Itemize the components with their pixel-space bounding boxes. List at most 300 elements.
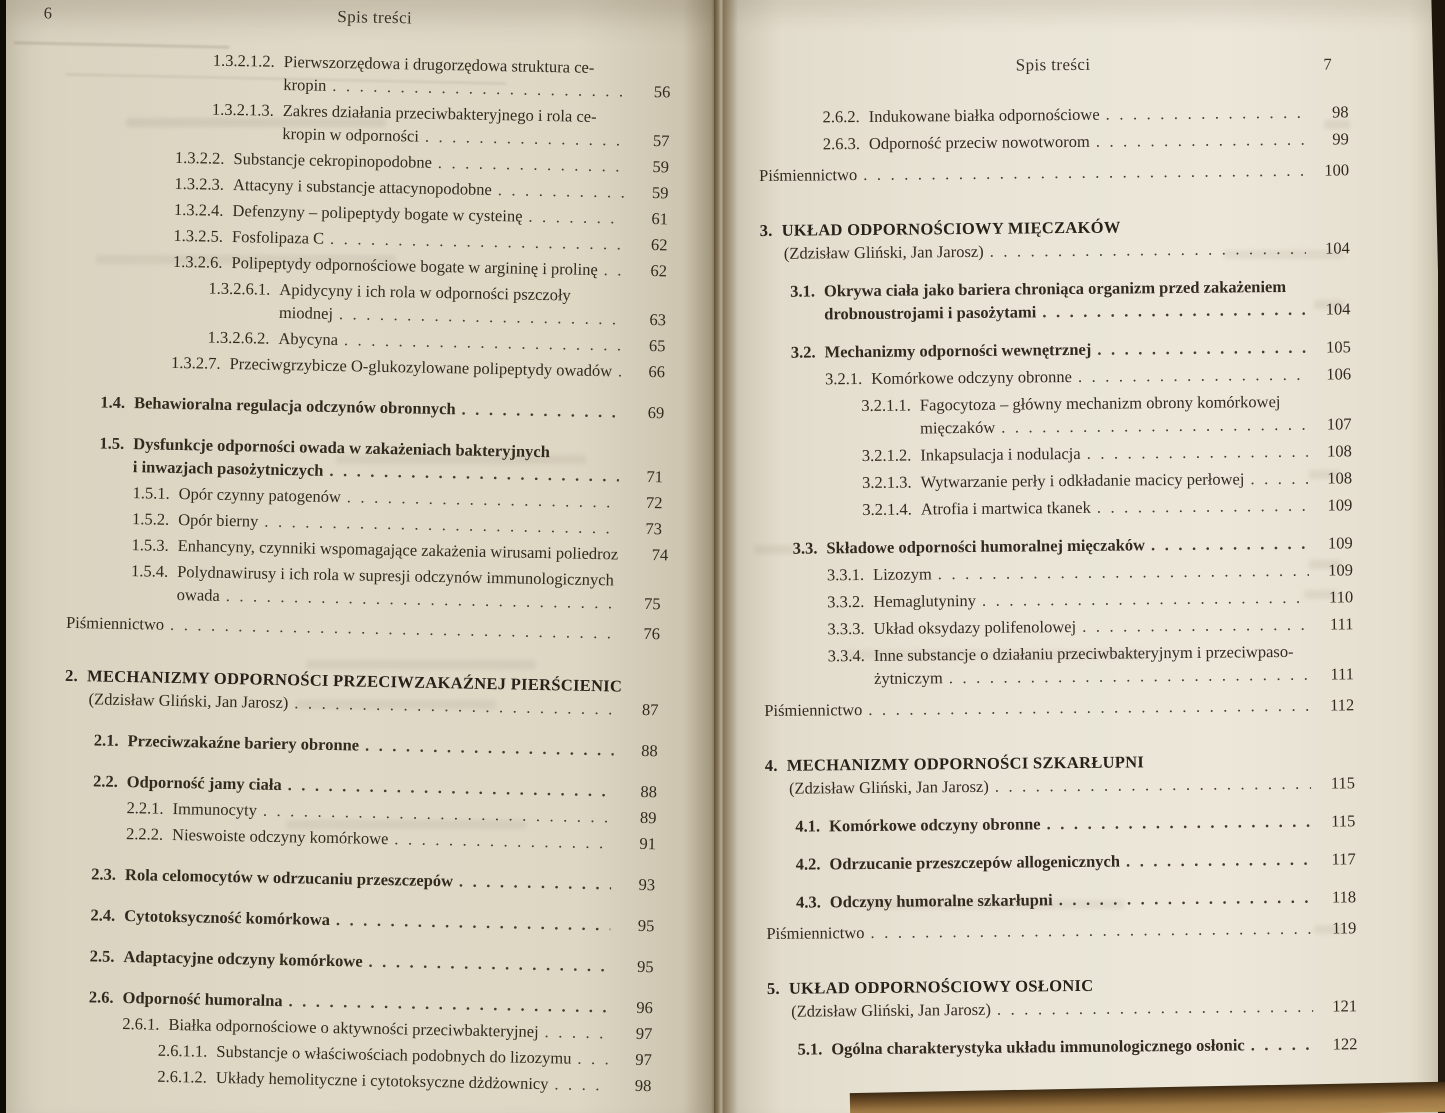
entry-body <box>123 945 654 978</box>
entry-body <box>764 693 1354 722</box>
dot-leader <box>339 302 622 330</box>
dot-leader <box>1042 298 1306 324</box>
toc-entry <box>796 847 1356 875</box>
entry-body <box>278 327 665 357</box>
entry-title: miodnej <box>278 302 334 323</box>
entry-title: Substancje cekropinopodobne <box>233 149 433 172</box>
entry-number: 2.3. <box>91 864 117 884</box>
entry-text-line: Apidycyny i ich rola w odporności pszczoły <box>279 279 571 305</box>
entry-body <box>766 916 1356 945</box>
dot-leader <box>330 227 624 256</box>
entry-body <box>282 99 670 152</box>
entry-body <box>824 274 1351 325</box>
dot-leader <box>528 205 624 230</box>
entry-body <box>873 585 1353 613</box>
dot-leader <box>329 459 619 488</box>
right-page-header-title: Spis treści <box>1015 54 1091 75</box>
entry-page-number: 100 <box>1324 160 1350 180</box>
entry-body <box>829 847 1355 875</box>
entry-title: Piśmiennictwo <box>766 923 865 943</box>
entry-page-number: 117 <box>1331 849 1356 869</box>
entry-number: 3.2.1.4. <box>862 499 912 520</box>
left-page-header <box>43 2 672 37</box>
entry-number: 1.3.2.1.3. <box>211 99 275 120</box>
entry-body <box>920 389 1352 439</box>
entry-title: Indukowane białka odpornościowe <box>868 104 1100 126</box>
entry-title: Piśmiennictwo <box>759 165 858 185</box>
entry-body <box>229 352 665 383</box>
entry-page-number: 112 <box>1330 695 1355 715</box>
entry-page-number: 98 <box>634 1075 652 1096</box>
toc-entry <box>796 885 1356 913</box>
entry-page-number: 107 <box>1326 414 1352 434</box>
dot-leader <box>1126 848 1312 873</box>
entry-number: 1.4. <box>100 392 126 412</box>
chapter-authors-line <box>791 994 1357 1022</box>
toc-chapter <box>64 664 659 721</box>
toc-chapter <box>767 971 1357 1023</box>
entry-body <box>279 278 667 331</box>
entry-number: 3.3. <box>792 538 818 558</box>
chapter-authors-title: (Zdzisław Gliński, Jan Jarosz) <box>791 999 992 1021</box>
entry-body <box>921 493 1353 520</box>
entry-title: Immunocyty <box>172 798 258 820</box>
entry-body <box>127 729 658 762</box>
entry-body <box>826 531 1352 559</box>
entry-title: Opór bierny <box>178 510 259 531</box>
entry-line <box>869 127 1349 155</box>
chapter-title-text: MECHANIZMY ODPORNOŚCI PRZECIWZAKAŹNEJ PIERŚCIENIC <box>86 666 623 696</box>
entry-number: 2.6.2. <box>822 107 860 127</box>
toc-entry <box>862 466 1352 494</box>
entry-body <box>874 639 1354 690</box>
entry-title: owada <box>176 585 221 605</box>
chapter-authors-title: (Zdzisław Gliński, Jan Jarosz) <box>783 241 984 263</box>
entry-page-number: 66 <box>648 362 666 382</box>
dot-leader <box>870 917 1312 944</box>
entry-page-number: 72 <box>645 492 663 513</box>
dot-leader <box>461 397 620 423</box>
toc-entry <box>89 944 653 978</box>
chapter-authors-line <box>789 771 1355 799</box>
entry-number: 3.2.1.1. <box>861 395 911 416</box>
entry-number: 1.3.2.6.2. <box>207 327 270 348</box>
entry-title: Polipeptydy odpornościowe bogate w argininę i prolinę <box>231 252 598 280</box>
dot-leader <box>498 178 625 203</box>
entry-page-number: 105 <box>1325 337 1351 357</box>
entry-number: 2.6.1. <box>122 1014 160 1034</box>
entry-title: Attacyny i substancje attacynopodobne <box>232 175 493 199</box>
toc-entry <box>827 612 1353 640</box>
entry-page-number: 71 <box>646 467 664 487</box>
entry-body <box>829 809 1355 837</box>
entry-page-number: 122 <box>1332 1034 1358 1054</box>
entry-title: kropin w odporności <box>282 123 420 146</box>
dot-leader <box>368 950 609 978</box>
entry-page-number: 111 <box>1329 614 1354 634</box>
entry-line <box>920 412 1352 439</box>
entry-title: Składowe odporności humoralnej mięczaków <box>826 535 1146 558</box>
entry-body <box>66 611 660 645</box>
entry-line <box>759 158 1349 187</box>
toc-entry <box>822 100 1348 128</box>
entry-page-number: 115 <box>1330 773 1356 793</box>
entry-number: 5.1. <box>797 1039 823 1059</box>
entry-title: Cytotoksyczność komórkowa <box>124 906 331 930</box>
entry-page-number: 121 <box>1332 996 1358 1016</box>
dot-leader <box>394 827 612 854</box>
toc-entry <box>827 585 1353 613</box>
entry-number: 1.3.2.6. <box>172 251 223 272</box>
dot-leader <box>294 691 615 720</box>
toc-bibliography-entry <box>66 611 660 645</box>
dot-leader <box>554 1072 607 1096</box>
entry-text-line: Dysfunkcje odporności owada w zakażeniach bakteryjnych <box>133 434 551 462</box>
entry-body <box>831 1032 1357 1060</box>
entry-page-number: 99 <box>1332 129 1349 149</box>
entry-line <box>830 885 1356 913</box>
entry-number: 4.2. <box>795 854 821 874</box>
entry-page-number: 88 <box>640 781 658 802</box>
entry-title: Wytwarzanie perły i odkładanie macicy perłowej <box>920 469 1245 492</box>
dot-leader <box>347 485 619 513</box>
toc-entry <box>212 49 671 104</box>
entry-line <box>66 611 660 645</box>
entry-page-number: 76 <box>643 623 661 644</box>
dot-leader <box>438 151 625 178</box>
entry-title: Odrzucanie przeszczepów allogenicznych <box>829 851 1121 874</box>
chapter-number: 4. <box>764 755 778 775</box>
entry-body <box>873 612 1353 640</box>
entry-line <box>873 612 1353 640</box>
entry-title: Substancje o właściwościach podobnych do lizozymu <box>216 1041 572 1068</box>
dot-leader <box>287 773 613 802</box>
toc-entry <box>862 493 1352 521</box>
entry-title: kropin <box>283 74 327 95</box>
left-toc-entries <box>57 46 671 1097</box>
entry-body <box>283 50 671 103</box>
entry-number: 1.3.2.5. <box>173 225 224 246</box>
dot-leader <box>344 328 622 356</box>
toc-chapter <box>760 213 1350 265</box>
entry-page-number: 73 <box>645 518 663 539</box>
entry-page-number: 88 <box>641 740 658 761</box>
entry-body <box>124 904 655 937</box>
entry-page-number: 104 <box>1325 238 1350 258</box>
entry-number: 3.3.2. <box>827 592 865 612</box>
entry-number: 2.6.1.1. <box>157 1040 208 1061</box>
entry-page-number: 59 <box>651 183 669 203</box>
entry-title: drobnoustrojami i pasożytami <box>824 302 1037 324</box>
entry-line <box>920 466 1352 493</box>
dot-leader <box>365 734 614 762</box>
entry-number: 2.6.1.2. <box>157 1066 208 1087</box>
dot-leader <box>170 613 616 645</box>
entry-body <box>134 391 665 424</box>
entry-title: Komórkowe odczyny obronne <box>871 367 1072 388</box>
entry-title: Przeciwgrzybicze O-glukozylowane polipeptydy owadów <box>229 353 613 381</box>
entry-page-number: 115 <box>1331 811 1356 831</box>
dot-leader <box>604 258 624 281</box>
entry-page-number: 119 <box>1332 918 1357 938</box>
entry-line <box>124 904 655 937</box>
entry-line <box>829 847 1355 875</box>
entry-page-number: 108 <box>1327 468 1353 488</box>
entry-title: Komórkowe odczyny obronne <box>829 814 1041 836</box>
entry-page-number: 59 <box>652 157 670 177</box>
entry-number: 3.3.4. <box>827 646 865 666</box>
dot-leader <box>995 772 1311 798</box>
dot-leader <box>1151 532 1309 557</box>
right-page <box>724 0 1438 1113</box>
entry-page-number: 69 <box>647 403 665 423</box>
entry-number: 3.2.1. <box>824 369 863 389</box>
entry-page-number: 109 <box>1327 495 1353 515</box>
dot-leader <box>336 908 611 936</box>
left-page-number: 6 <box>43 3 53 23</box>
entry-number: 1.3.2.3. <box>174 173 225 194</box>
entry-line <box>824 335 1350 363</box>
toc-entry <box>793 531 1353 559</box>
dot-leader <box>1097 336 1307 361</box>
dot-leader <box>577 1047 608 1071</box>
toc-entry <box>90 903 654 937</box>
entry-title: Atrofia i martwica tkanek <box>920 497 1091 519</box>
entry-page-number: 109 <box>1328 560 1354 580</box>
toc-entry <box>795 809 1355 837</box>
entry-title: Odporność humoralna <box>122 988 283 1011</box>
entry-title: Fosfolipaza C <box>231 227 325 248</box>
entry-title: Abycyna <box>278 328 339 350</box>
entry-body <box>133 432 664 488</box>
entry-page-number: 108 <box>1326 441 1352 461</box>
toc-entry <box>797 1032 1357 1060</box>
left-page-header-title: Spis treści <box>337 6 413 28</box>
entry-line <box>871 362 1351 390</box>
entry-title: Adaptacyjne odczyny komórkowe <box>123 947 363 971</box>
toc-entry <box>827 558 1353 586</box>
chapter-number: 3. <box>759 220 773 240</box>
entry-line <box>216 1066 652 1097</box>
entry-number: 1.3.2.2. <box>174 147 225 168</box>
dot-leader <box>938 559 1309 586</box>
dot-leader <box>264 510 618 540</box>
entry-number: 1.5.3. <box>131 535 169 555</box>
entry-text-line: Pierwszorzędowa i drugorzędowa struktura ce- <box>283 51 595 77</box>
entry-page-number: 61 <box>651 209 669 229</box>
entry-number: 4.1. <box>795 816 821 836</box>
entry-page-number: 106 <box>1326 364 1352 384</box>
entry-body <box>824 335 1350 363</box>
entry-title: Mechanizmy odporności wewnętrznej <box>824 339 1092 362</box>
entry-page-number: 62 <box>650 261 668 281</box>
entry-page-number: 89 <box>639 807 657 828</box>
dot-leader <box>982 586 1309 612</box>
chapter-number: 2. <box>64 665 79 686</box>
entry-title: Lizozym <box>872 564 932 584</box>
entry-line <box>125 863 656 896</box>
toc-entry <box>828 639 1354 690</box>
chapter-authors-line <box>784 236 1350 264</box>
toc-bibliography-entry <box>764 693 1354 722</box>
dot-leader <box>997 995 1313 1021</box>
dot-leader <box>1082 613 1310 638</box>
entry-page-number: 93 <box>638 874 656 895</box>
entry-page-number: 91 <box>639 833 657 854</box>
entry-text-line: Inne substancje o działaniu przeciwbakteryjnym i przeciwpaso- <box>873 641 1294 665</box>
entry-body <box>125 863 656 896</box>
entry-title: żytniczym <box>873 668 943 688</box>
entry-line <box>874 662 1354 690</box>
entry-title: Układ oksydazy polifenolowej <box>873 616 1077 638</box>
entry-line <box>831 1032 1357 1060</box>
dot-leader <box>863 159 1305 186</box>
toc-entry <box>99 431 664 488</box>
dot-leader <box>868 694 1310 721</box>
entry-page-number: 97 <box>635 1023 653 1044</box>
entry-title: i inwazjach pasożytniczych <box>132 457 324 480</box>
entry-number: 3.3.3. <box>827 619 865 639</box>
right-toc-entries <box>758 100 1357 1061</box>
dot-leader <box>1250 467 1308 491</box>
entry-number: 1.5.1. <box>132 483 170 503</box>
entry-page-number: 98 <box>1331 102 1349 122</box>
entry-body <box>920 466 1352 493</box>
dot-leader <box>544 1020 608 1044</box>
entry-body <box>869 127 1349 155</box>
toc-bibliography-entry <box>759 158 1349 187</box>
entry-line <box>869 100 1349 128</box>
entry-title: Białka odpornościowe o aktywności przeciwbakteryjnej <box>168 1014 539 1042</box>
entry-title: Ogólna charakterystyka układu immunologicznego osłonic <box>831 1035 1245 1059</box>
entry-page-number: 118 <box>1331 887 1357 907</box>
dot-leader <box>949 663 1310 689</box>
entry-text-line: Polydnawirusy i ich rola w supresji odczynów immunologicznych <box>177 562 615 590</box>
entry-number: 2.6. <box>88 987 114 1007</box>
entry-title: Odczyny humoralne szkarłupni <box>829 890 1053 912</box>
entry-body <box>216 1066 652 1097</box>
dot-leader <box>425 125 626 152</box>
entry-number: 2.5. <box>89 946 115 966</box>
entry-body <box>873 558 1353 586</box>
entry-number: 3.2. <box>790 342 816 362</box>
toc-bibliography-entry <box>766 916 1356 945</box>
dot-leader <box>1106 101 1305 126</box>
entry-line <box>920 439 1352 466</box>
entry-number: 2.4. <box>90 905 116 925</box>
entry-title: Nieswoiste odczyny komórkowe <box>171 824 389 849</box>
entry-page-number: 104 <box>1325 299 1351 319</box>
entry-page-number: 56 <box>653 82 671 102</box>
chapter-title-text: UKŁAD ODPORNOŚCIOWY MIĘCZAKÓW <box>781 217 1121 240</box>
dot-leader <box>1059 886 1313 911</box>
toc-entry <box>211 98 670 153</box>
right-page-header <box>758 52 1348 82</box>
entry-page-number: 62 <box>650 235 668 255</box>
entry-line <box>123 945 654 978</box>
toc-entry <box>791 335 1351 363</box>
entry-title: Układy hemolityczne i cytotoksyczne dżdżownicy <box>215 1067 549 1094</box>
entry-line <box>921 493 1353 520</box>
chapter-authors-title: (Zdzisław Gliński, Jan Jarosz) <box>88 689 289 713</box>
entry-line <box>829 809 1355 837</box>
toc-entry <box>130 559 661 615</box>
entry-line <box>766 916 1356 945</box>
dot-leader <box>1097 494 1309 519</box>
entry-title: mięczaków <box>919 417 996 438</box>
entry-title: Przeciwzakaźne bariery obronne <box>127 731 360 755</box>
entry-title: Rola celomocytów w odrzucaniu przeszczepów <box>124 865 454 891</box>
toc-entry <box>825 362 1351 390</box>
entry-number: 1.3.2.4. <box>173 199 224 220</box>
entry-number: 2.2.1. <box>126 798 164 818</box>
left-page <box>6 0 718 1113</box>
entry-line <box>826 531 1352 559</box>
entry-title: Opór czynny patogenów <box>178 484 342 507</box>
entry-number: 2.1. <box>93 730 119 750</box>
toc-entry <box>823 127 1349 155</box>
entry-number: 1.3.2.1.2. <box>212 50 275 71</box>
entry-line <box>134 391 665 424</box>
chapter-title-text: UKŁAD ODPORNOŚCIOWY OSŁONIC <box>788 975 1094 998</box>
entry-line <box>229 352 665 383</box>
entry-title: Defenzyny – polipeptydy bogate w cysteinę <box>232 201 523 226</box>
toc-entry <box>790 274 1350 325</box>
toc-entry <box>861 389 1351 440</box>
entry-page-number: 97 <box>635 1049 652 1070</box>
entry-body <box>871 362 1351 390</box>
entry-number: 3.2.1.2. <box>861 445 912 466</box>
entry-page-number: 95 <box>637 915 655 936</box>
entry-number: 1.5. <box>99 433 125 453</box>
toc-entry <box>94 728 658 762</box>
entry-body <box>177 560 662 615</box>
toc-entry <box>208 277 667 332</box>
entry-page-number: 75 <box>643 593 661 614</box>
entry-line <box>873 585 1353 613</box>
entry-body <box>869 100 1349 128</box>
entry-body <box>920 439 1352 466</box>
dot-leader <box>990 237 1306 263</box>
entry-page-number: 87 <box>641 699 659 720</box>
entry-page-number: 96 <box>636 997 653 1018</box>
toc-entry <box>862 439 1352 467</box>
toc-entry <box>91 862 655 896</box>
chapter-authors-title: (Zdzisław Gliński, Jan Jarosz) <box>788 776 989 798</box>
dot-leader <box>459 869 612 895</box>
entry-text-line: Zakres działania przeciwbakteryjnego i rola ce- <box>282 100 597 126</box>
toc-entry <box>100 391 664 425</box>
entry-line <box>278 327 665 357</box>
dot-leader <box>1001 413 1308 439</box>
entry-number: 1.3.2.7. <box>170 352 221 373</box>
dot-leader <box>1096 128 1305 153</box>
entry-title: Piśmiennictwo <box>764 700 863 720</box>
entry-line <box>873 558 1353 586</box>
entry-page-number: 95 <box>636 956 654 977</box>
entry-page-number: 111 <box>1330 664 1355 684</box>
entry-title: Piśmiennictwo <box>65 612 165 634</box>
entry-title: Inkapsulacja i nodulacja <box>920 443 1081 465</box>
entry-page-number: 63 <box>649 310 667 330</box>
entry-number: 3.1. <box>790 281 816 301</box>
entry-body <box>759 158 1349 187</box>
toc-chapter <box>765 748 1355 800</box>
dot-leader <box>288 989 609 1018</box>
entry-line <box>824 297 1350 325</box>
entry-text-line: Fagocytoza – główny mechanizm obrony komórkowej <box>919 392 1281 415</box>
entry-page-number: 109 <box>1327 533 1353 553</box>
